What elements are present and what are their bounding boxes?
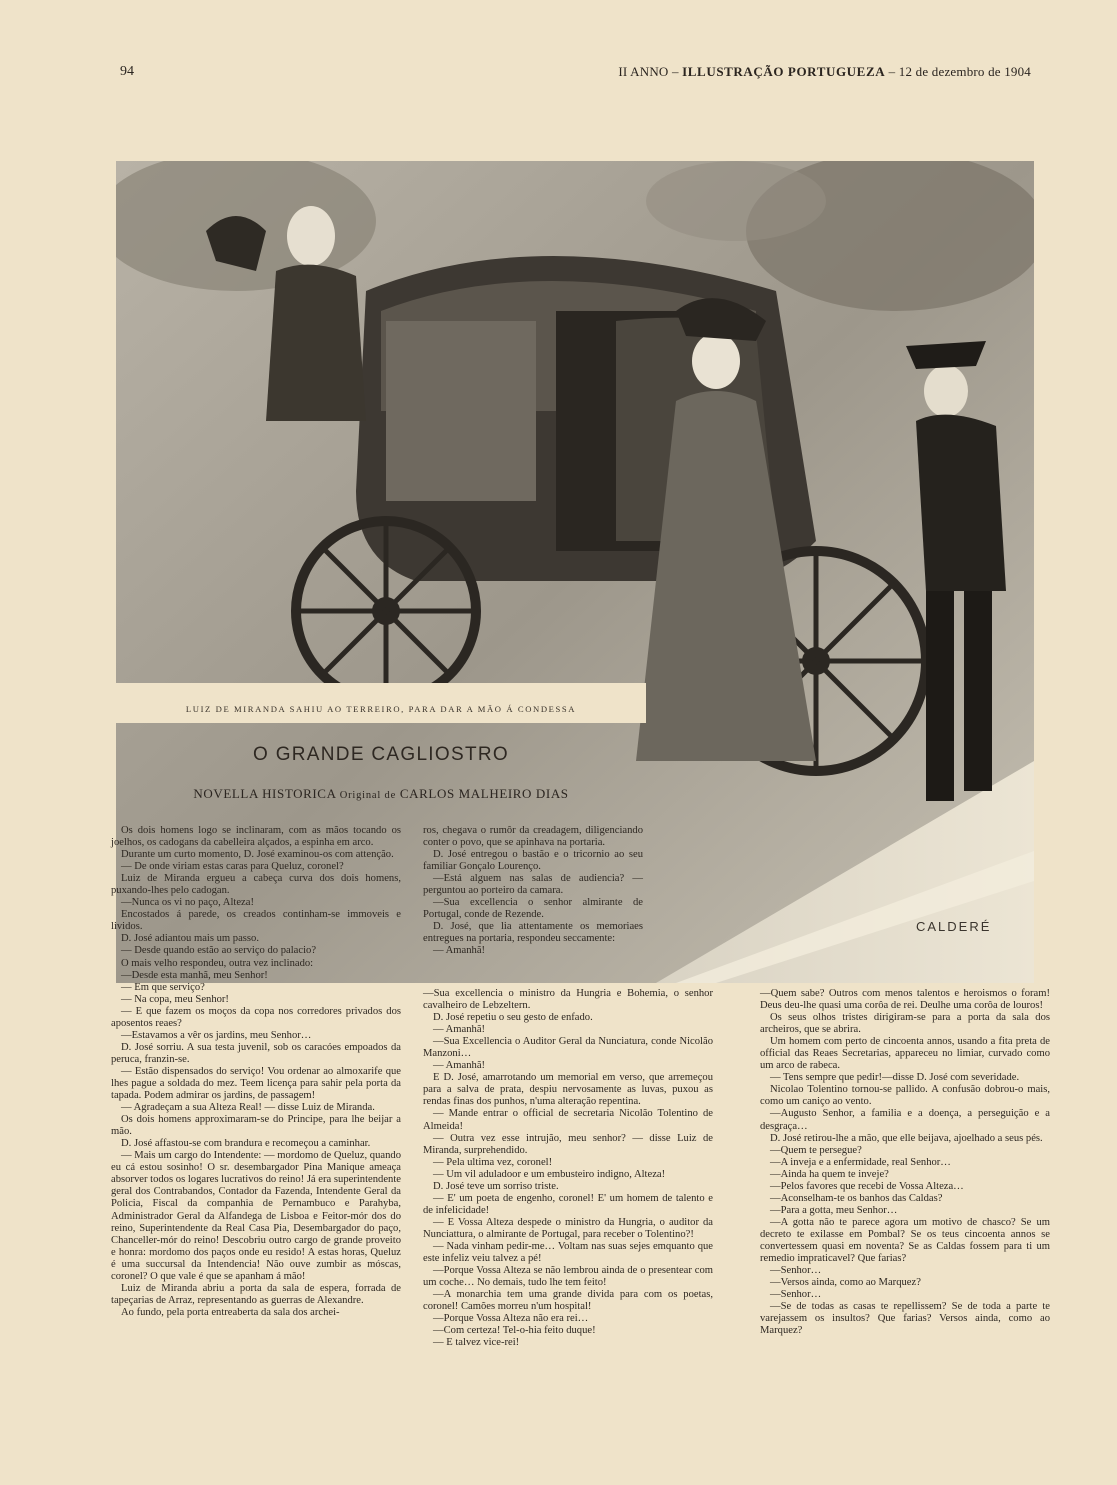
running-head (618, 64, 1031, 80)
paragraph: — Amanhã! (433, 1060, 486, 1072)
paragraph: D. José entregou o bastão e o tricornio ao seu familiar Gonçalo Lourenço. (423, 849, 643, 873)
paragraph: —Quem sabe? Outros com menos talentos e heroismos o foram! Deus deu-lhe quasi uma corôa de rei. Deulhe uma corôa de louros! (760, 988, 1050, 1012)
illustration-caption: LUIZ DE MIRANDA SAHIU AO TERREIRO, PARA DAR A MÃO Á CONDESSA (185, 704, 577, 714)
paragraph: —A inveja e a enfermidade, real Senhor… (770, 1156, 951, 1168)
text-column-3 (760, 988, 1050, 1337)
paragraph: — Em que serviço? (121, 981, 205, 993)
paragraph: Ao fundo, pela porta entreaberta da sala dos archei- (121, 1306, 340, 1318)
paragraph: —A gotta não te parece agora um motivo de chasco? Se um decreto te exilasse em Pombal? Se os teus cincoenta annos se convertessem quasi em noventa? Se as Caldas fossem para ti um remedio impraticavel? Que farias? (760, 1216, 1050, 1265)
paragraph: D. José sorriu. A sua testa juvenil, sob os caracóes empoados da peruca, franzin-se. (111, 1041, 401, 1065)
paragraph: —Ainda ha quem te inveje? (770, 1168, 889, 1180)
page-number: 94 (120, 64, 134, 79)
paragraph: — Amanhã! (433, 945, 486, 957)
caption-panel (116, 683, 646, 723)
paragraph: D. José teve um sorriso triste. (433, 1180, 559, 1192)
paragraph: — Estão dispensados do serviço! Vou ordenar ao almoxarife que lhes pague a soldada do mez. Teem licença para sahir pela porta da tapada. Podem admirar os jardins, de passagem! (111, 1065, 401, 1102)
paragraph: — Pela ultima vez, coronel! (433, 1156, 553, 1168)
magazine-title: ILLUSTRAÇÃO PORTUGUEZA (682, 64, 886, 79)
paragraph: D. José, que lia attentamente os memoriaes entregues na portaria, respondeu seccamente: (423, 921, 643, 945)
paragraph: —Estavamos a vêr os jardins, meu Senhor… (121, 1029, 312, 1041)
paragraph: Encostados á parede, os creados continham-se immoveis e lividos. (111, 909, 401, 933)
paragraph: — De onde viriam estas caras para Queluz, coronel? (121, 861, 344, 873)
paragraph: —Senhor… (770, 1289, 822, 1301)
paragraph: D. José retirou-lhe a mão, que elle beijava, ajoelhado a seus pés. (770, 1132, 1043, 1144)
paragraph: ros, chegava o rumôr da creadagem, diligenciando conter o povo, que se apinhava na portaria. (423, 825, 643, 849)
paragraph: —Senhor… (770, 1265, 822, 1277)
paragraph: —Está alguem nas salas de audiencia? — perguntou ao porteiro da camara. (423, 873, 643, 897)
paragraph: O mais velho respondeu, outra vez inclinado: (121, 957, 314, 969)
paragraph: — Agradeçam a sua Alteza Real! — disse Luiz de Miranda. (121, 1102, 375, 1114)
paragraph: —Versos ainda, como ao Marquez? (770, 1277, 921, 1289)
paragraph: — Mande entrar o official de secretaria Nicolão Tolentino de Almeida! (423, 1108, 713, 1132)
paragraph: Os seus olhos tristes dirigiram-se para a porta da sala dos archeiros, que se abrira. (760, 1012, 1050, 1036)
paragraph: — Um vil aduladoor e um embusteiro indigno, Alteza! (433, 1168, 666, 1180)
paragraph: D. José adiantou mais um passo. (121, 933, 259, 945)
paragraph: Os dois homens approximaram-se do Principe, para lhe beijar a mão. (111, 1114, 401, 1138)
subtitle-original: Original de (339, 790, 397, 801)
paragraph: — E que fazem os moços da copa nos corredores privados dos aposentos reaes? (111, 1005, 401, 1029)
text-column-1 (111, 825, 401, 1319)
paragraph: Os dois homens logo se inclinaram, com as mãos tocando os joelhos, os cadogans da cabelleira alçados, a espinha em arco. (111, 825, 401, 849)
article-title: O GRANDE CAGLIOSTRO (253, 744, 509, 765)
paragraph: Durante um curto momento, D. José examinou-os com attenção. (121, 849, 394, 861)
paragraph: —Augusto Senhor, a familia e a doença, a perseguição e a desgraça… (760, 1108, 1050, 1132)
paragraph: — Tens sempre que pedir!—disse D. José com severidade. (770, 1072, 1020, 1084)
paragraph: —Quem te persegue? (770, 1144, 862, 1156)
text-column-2-continued (423, 988, 713, 1349)
paragraph: — Nada vinham pedir-me… Voltam nas suas sejes emquanto que este infeliz veiu talvez a pé! (423, 1240, 713, 1265)
paragraph: —Porque Vossa Alteza não era rei… (433, 1313, 589, 1325)
paragraph: —Aconselham-te os banhos das Caldas? (770, 1192, 943, 1204)
paragraph: —Sua excellencia o ministro da Hungria e Bohemia, o senhor cavalheiro de Lebzeltern. (423, 988, 713, 1012)
paragraph: —Nunca os vi no paço, Alteza! (121, 897, 254, 909)
paragraph: —Se de todas as casas te repellissem? Se de toda a parte te varejassem os insultos? Que farias? Versos ainda, como ao Marquez? (760, 1301, 1050, 1337)
paragraph: —Com certeza! Tel-o-hia feito duque! (433, 1325, 596, 1337)
subtitle-genre: NOVELLA HISTORICA (193, 786, 336, 801)
paragraph: Um homem com perto de cincoenta annos, usando a fita preta de official das Reaes Secretarias, appareceu no limiar, curvado como um arco de rabeca. (760, 1036, 1050, 1072)
paragraph: Luiz de Miranda ergueu a cabeça curva dos dois homens, puxando-lhes pelo cadogan. (111, 873, 401, 897)
paragraph: — E Vossa Alteza despede o ministro da Hungria, o auditor da Nunciattura, o almirante de Portugal, para receber o Tolentino?! (423, 1216, 713, 1240)
paragraph: —Porque Vossa Alteza se não lembrou ainda de o presentear com um coche… No demais, tudo lhe tem feito! (423, 1265, 713, 1289)
paragraph: —A monarchia tem uma grande divida para com os poetas, coronel! Camões morreu n'um hospital! (423, 1289, 713, 1313)
article-subtitle (116, 786, 646, 802)
text-column-2 (423, 825, 643, 958)
paragraph: —Sua excellencia o senhor almirante de Portugal, conde de Rezende. (423, 897, 643, 921)
paragraph: Nicolao Tolentino tornou-se pallido. A confusão dobrou-o mais, como um caniço ao vento. (760, 1084, 1050, 1108)
paragraph: — Na copa, meu Senhor! (121, 993, 229, 1005)
paragraph: — E' um poeta de engenho, coronel! E' um homem de talento e de infelicidade! (423, 1192, 713, 1216)
paragraph: —Para a gotta, meu Senhor… (770, 1204, 898, 1216)
paragraph: — Desde quando estão ao serviço do palacio? (121, 945, 317, 957)
paragraph: —Pelos favores que recebi de Vossa Alteza… (770, 1180, 964, 1192)
paragraph: — E talvez vice-rei! (433, 1337, 520, 1349)
running-head-prefix: II ANNO – (618, 64, 679, 79)
paragraph: — Mais um cargo do Intendente: — mordomo de Queluz, quando eu cá estou sosinho! O sr. desembargador Pina Manique ameaça absorver todos os logares lucrativos do reino! Já era superintendente geral dos Contrabandos, Contador da Fazenda, Intendente Geral da Policia, Fiscal da companhia de Pernambuco e Parahyba, Administrador Geral da Alfandega de Lisboa e Feitor-mór dos do reino, Superintendente da Real Casa Pia, Desembargador do paço, Chanceller-mór do reino! Descobriu outro cargo de grande proveito e honra: mordomo dos paços onde eu resido! A estas horas, Queluz é uma succursal da Intendencia! Não ouve zumbir as móscas, coronel? O que vale é que se apanham á mão! (111, 1150, 401, 1282)
paragraph: D. José affastou-se com brandura e recomeçou a caminhar. (121, 1138, 371, 1150)
paragraph: Luiz de Miranda abriu a porta da sala de espera, forrada de tapeçarias de Arraz, representando as guerras de Alexandre. (111, 1282, 401, 1306)
subtitle-author: CARLOS MALHEIRO DIAS (399, 786, 569, 801)
paragraph: D. José repetiu o seu gesto de enfado. (433, 1012, 593, 1024)
paragraph: E D. José, amarrotando um memorial em verso, que arremeçou para a salva de prata, despiu nervosamente as luvas, puxou as rendas finas dos punhos, n'uma alteração repentina. (423, 1072, 713, 1108)
paragraph: —Desde esta manhã, meu Senhor! (121, 969, 268, 981)
artist-signature: CALDERÉ (916, 919, 992, 934)
paragraph: — Outra vez esse intrujão, meu senhor? — disse Luiz de Miranda, surprehendido. (423, 1132, 713, 1156)
running-head-date: – 12 de dezembro de 1904 (888, 64, 1031, 79)
paragraph: —Sua Excellencia o Auditor Geral da Nunciatura, conde Nicolão Manzoni… (423, 1036, 713, 1060)
paragraph: — Amanhã! (433, 1024, 486, 1036)
